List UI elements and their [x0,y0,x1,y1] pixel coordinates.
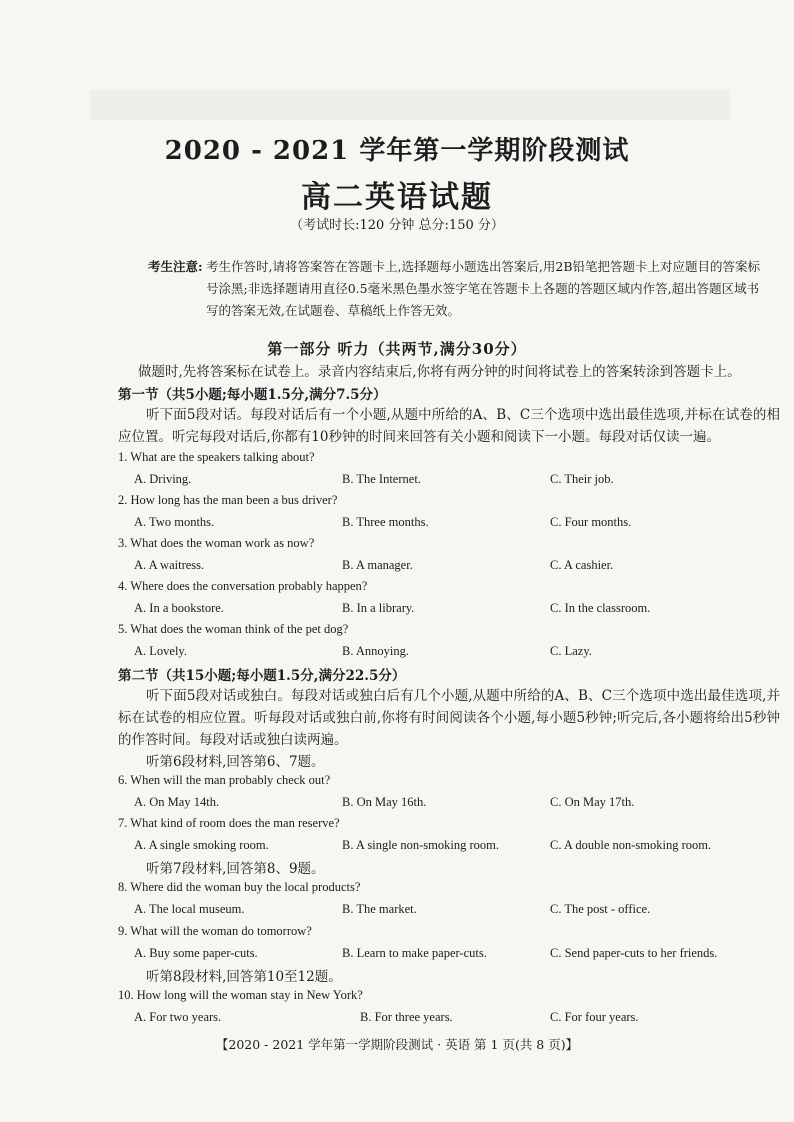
option-c: C. In the classroom. [550,601,651,615]
exam-title: 2020 - 2021 学年第一学期阶段测试 [164,136,630,166]
notice-label: 考生注意: [148,259,203,274]
section-two-instructions: 听下面5段对话或独白。每段对话或独白后有几个小题,从题中所给的A、B、C三个选项中选出最佳选项,并标在试卷的相应位置。听每段对话或独白前,你将有时间阅读各个小题,每小题5秒钟;听完后,各小题将给出5秒钟的作答时间。每段对话或独白读两遍。 [118,688,780,748]
question-stem: 9. What will the woman do tomorrow? [118,924,312,938]
option-a: A. Buy some paper-cuts. [134,946,258,960]
option-a: A. Lovely. [134,644,187,658]
material-note: 听第7段材料,回答第8、9题。 [146,861,325,877]
option-a: A. Driving. [134,472,192,486]
option-b: B. Learn to make paper-cuts. [342,946,487,960]
subject-title: 高二英语试题 [301,180,493,215]
part-one-title: 第一部分 听力（共两节,满分30分） [267,340,527,358]
option-a: A. On May 14th. [134,795,220,809]
question-stem: 3. What does the woman work as now? [118,536,315,550]
section-one-title: 第一节（共5小题;每小题1.5分,满分7.5分） [118,387,387,403]
question-stem: 4. Where does the conversation probably happen? [118,579,368,593]
option-a: A. The local museum. [134,902,245,916]
option-c: C. On May 17th. [550,795,635,809]
page-footer: 【2020 - 2021 学年第一学期阶段测试 · 英语 第 1 页(共 8 页)】 [215,1037,579,1052]
option-b: B. In a library. [342,601,415,615]
option-a: A. In a bookstore. [134,601,224,615]
option-a: A. For two years. [134,1010,222,1024]
notice-line: 写的答案无效,在试题卷、草稿纸上作答无效。 [206,303,460,318]
notice-line: 号涂黑;非选择题请用直径0.5毫米黑色墨水签字笔在答题卡上各题的答题区域内作答,超出答题区域书 [206,281,760,296]
question-stem: 5. What does the woman think of the pet dog? [118,622,349,636]
option-c: C. For four years. [550,1010,639,1024]
option-c: C. Lazy. [550,644,592,658]
option-b: B. For three years. [360,1010,453,1024]
question-stem: 6. When will the man probably check out? [118,773,331,787]
option-b: B. On May 16th. [342,795,427,809]
option-a: A. A waitress. [134,558,205,572]
option-c: C. A double non-smoking room. [550,838,712,852]
material-note: 听第6段材料,回答第6、7题。 [146,754,325,770]
option-c: C. Send paper-cuts to her friends. [550,946,718,960]
option-b: B. The market. [342,902,417,916]
notice-line: 考生作答时,请将答案答在答题卡上,选择题每小题选出答案后,用2B铅笔把答题卡上对应题目的答案标 [206,259,761,274]
option-c: C. The post - office. [550,902,651,916]
question-stem: 2. How long has the man been a bus driver? [118,493,338,507]
option-b: B. Three months. [342,515,429,529]
section-two-title: 第二节（共15小题;每小题1.5分,满分22.5分） [118,668,406,684]
bleed-through-shadow [90,90,730,120]
option-a: A. Two months. [134,515,215,529]
time-info: （考试时长:120 分钟 总分:150 分） [290,218,504,233]
option-c: C. Four months. [550,515,632,529]
option-b: B. A single non-smoking room. [342,838,499,852]
question-stem: 1. What are the speakers talking about? [118,450,315,464]
option-c: C. A cashier. [550,558,614,572]
question-stem: 7. What kind of room does the man reserve? [118,816,340,830]
question-stem: 10. How long will the woman stay in New York? [118,988,363,1002]
candidate-notice [148,256,768,322]
option-c: C. Their job. [550,472,614,486]
question-stem: 8. Where did the woman buy the local products? [118,880,361,894]
option-b: B. A manager. [342,558,413,572]
option-b: B. Annoying. [342,644,410,658]
section-one-instructions: 听下面5段对话。每段对话后有一个小题,从题中所给的A、B、C三个选项中选出最佳选项,并标在试卷的相应位置。听完每段对话后,你都有10秒钟的时间来回答有关小题和阅读下一小题。每段对话仅读一遍。 [118,407,780,445]
part-one-intro: 做题时,先将答案标在试卷上。录音内容结束后,你将有两分钟的时间将试卷上的答案转涂到答题卡上。 [138,364,741,380]
option-b: B. The Internet. [342,472,421,486]
material-note: 听第8段材料,回答第10至12题。 [146,969,342,985]
option-a: A. A single smoking room. [134,838,269,852]
